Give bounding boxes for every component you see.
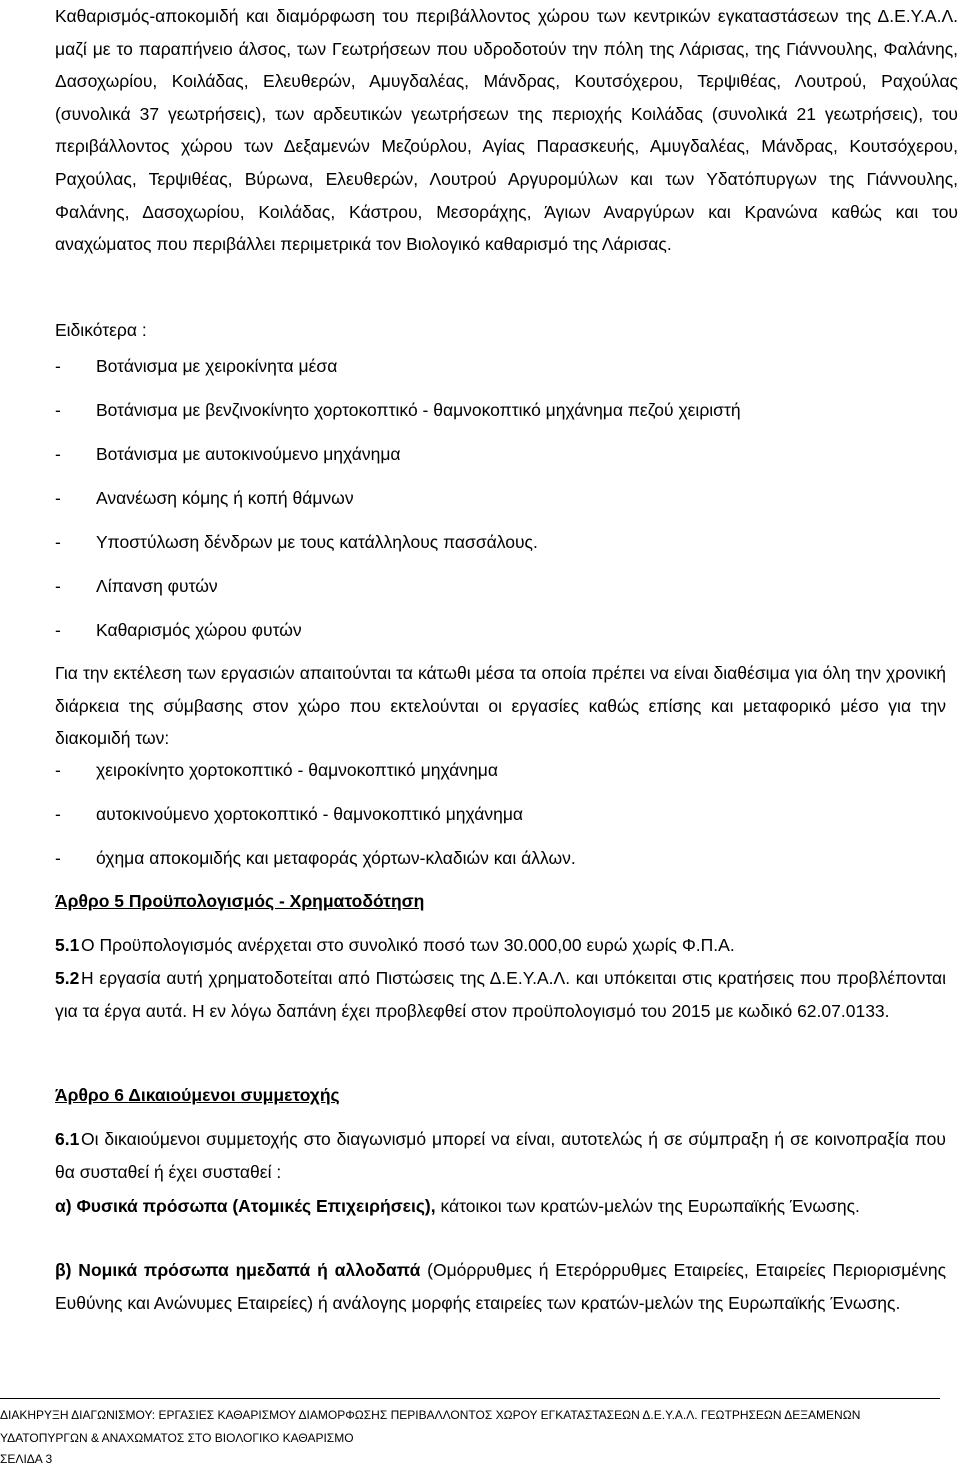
sub-clause-a bbox=[55, 1190, 946, 1223]
list-item-text: Ανανέωση κόμης ή κοπή θάμνων bbox=[96, 488, 354, 508]
list-item-text: Καθαρισμός χώρου φυτών bbox=[96, 620, 302, 640]
dash-bullet: - bbox=[55, 532, 61, 552]
sub-clause-a-title: α) Φυσικά πρόσωπα (Ατομικές Επιχειρήσεις), bbox=[55, 1196, 436, 1216]
article-5-heading: Άρθρο 5 Προϋπολογισμός - Χρηματοδότηση bbox=[55, 891, 425, 911]
dash-bullet: - bbox=[55, 848, 61, 868]
list-item-text: όχημα αποκομιδής και μεταφοράς χόρτων-κλαδιών και άλλων. bbox=[96, 848, 576, 868]
clause-number: 5.2 bbox=[55, 968, 80, 988]
work-list bbox=[55, 350, 935, 658]
footer-line-1: ΔΙΑΚΗΡΥΞΗ ΔΙΑΓΩΝΙΣΜΟΥ: ΕΡΓΑΣΙΕΣ ΚΑΘΑΡΙΣΜΟΥ ΔΙΑΜΟΡΦΩΣΗΣ ΠΕΡΙΒΑΛΛΟΝΤΟΣ ΧΩΡΟΥ ΕΓΚΑΤΑΣΤΑΣΕΩΝ Δ.Ε.Υ.Α.Λ. ΓΕΩΤΡΗΣΕΩΝ ΔΕΞΑΜΕΝΩΝ bbox=[0, 1408, 861, 1422]
clause-number: 6.1 bbox=[55, 1129, 80, 1149]
clause-text: Η εργασία αυτή χρηματοδοτείται από Πιστώσεις της Δ.Ε.Υ.Α.Λ. και υπόκειται στις κρατήσεις που προβλέπονται για τα έργα αυτά. Η εν λόγω δαπάνη έχει προβλεφθεί στον προϋπολογισμό του 2015 με κωδικό 62.07.0133. bbox=[55, 968, 946, 1021]
list-item-text: Βοτάνισμα με βενζινοκίνητο χορτοκοπτικό - θαμνοκοπτικό μηχάνημα πεζού χειριστή bbox=[96, 400, 741, 420]
list-item bbox=[55, 570, 935, 614]
article-6-heading bbox=[55, 1079, 340, 1111]
list-item bbox=[55, 842, 935, 886]
dash-bullet: - bbox=[55, 760, 61, 780]
list-item-text: χειροκίνητο χορτοκοπτικό - θαμνοκοπτικό μηχάνημα bbox=[96, 760, 498, 780]
dash-bullet: - bbox=[55, 356, 61, 376]
list-item bbox=[55, 438, 935, 482]
list-item bbox=[55, 350, 935, 394]
dash-bullet: - bbox=[55, 620, 61, 640]
dash-bullet: - bbox=[55, 804, 61, 824]
sub-clause-a-text: κάτοικοι των κρατών-μελών της Ευρωπαϊκής Ένωσης. bbox=[435, 1196, 860, 1216]
article-6-heading-prefix: Άρθρο 6 bbox=[55, 1085, 129, 1105]
equipment-list bbox=[55, 754, 935, 886]
clause-text: Ο Προϋπολογισμός ανέρχεται στο συνολικό ποσό των 30.000,00 ευρώ χωρίς Φ.Π.Α. bbox=[81, 935, 735, 955]
list-item-text: Βοτάνισμα με αυτοκινούμενο μηχάνημα bbox=[96, 444, 401, 464]
list-item bbox=[55, 754, 935, 798]
intro-paragraph: Καθαρισμός-αποκομιδή και διαμόρφωση του περιβάλλοντος χώρου των κεντρικών εγκαταστάσεων της Δ.Ε.Υ.Α.Λ. μαζί με το παραπήνειο άλσος, των Γεωτρήσεων που υδροδοτούν την πόλη της Λάρισας, της Γιάννουλης, Φαλάνης, Δασοχωρίου, Κοιλάδας, Ελευθερών, Αμυγδαλέας, Μάνδρας, Κουτσόχερου, Τερψιθέας, Λουτρού, Ραχούλας (συνολικά 37 γεωτρήσεις), των αρδευτικών γεωτρήσεων της περιοχής Κοιλάδας (συνολικά 21 γεωτρήσεις), του περιβάλλοντος χώρου των Δεξαμενών Μεζούρλου, Αγίας Παρασκευής, Αμυγδαλέας, Μάνδρας, Κουτσόχερου, Ραχούλας, Τερψιθέας, Βύρωνα, Ελευθερών, Λουτρού Αργυρομύλων και των Υδατόπυργων της Γιάννουλης, Φαλάνης, Δασοχωρίου, Κοιλάδας, Κάστρου, Μεσοράχης, Άγιων Αναργύρων και Κρανώνα καθώς και του αναχώματος που περιβάλλει περιμετρικά τον Βιολογικό καθαρισμό της Λάρισας. bbox=[55, 6, 958, 255]
list-item bbox=[55, 526, 935, 570]
list-item-text: Υποστύλωση δένδρων με τους κατάλληλους πασσάλους. bbox=[96, 532, 538, 552]
equipment-paragraph: Για την εκτέλεση των εργασιών απαιτούνται τα κάτωθι μέσα τα οποία πρέπει να είναι διαθέσιμα για όλη την χρονική διάρκεια της σύμβασης στον χώρο που εκτελούνται οι εργασίες καθώς επίσης και μεταφορικό μέσο για την διακομιδή των: bbox=[55, 663, 946, 749]
clause-text: Οι δικαιούμενοι συμμετοχής στο διαγωνισμό μπορεί να είναι, αυτοτελώς ή σε σύμπραξη ή σε κοινοπραξία που θα συσταθεί ή έχει συσταθεί : bbox=[55, 1129, 946, 1182]
list-item bbox=[55, 394, 935, 438]
specific-label: Ειδικότερα : bbox=[55, 320, 147, 340]
list-item-text: αυτοκινούμενο χορτοκοπτικό - θαμνοκοπτικό μηχάνημα bbox=[96, 804, 524, 824]
page-number: ΣΕΛΙΔΑ 3 bbox=[0, 1452, 53, 1466]
list-item bbox=[55, 482, 935, 526]
sub-clause-b bbox=[55, 1254, 946, 1319]
dash-bullet: - bbox=[55, 444, 61, 464]
footer-line-2: ΥΔΑΤΟΠΥΡΓΩΝ & ΑΝΑΧΩΜΑΤΟΣ ΣΤΟ ΒΙΟΛΟΓΙΚΟ ΚΑΘΑΡΙΣΜΟ bbox=[0, 1431, 354, 1445]
article-6-heading-main: Δικαιούμενοι συμμετοχής bbox=[128, 1085, 340, 1105]
list-item bbox=[55, 798, 935, 842]
clause-number: 5.1 bbox=[55, 935, 80, 955]
sub-clause-b-title: β) Νομικά πρόσωπα ημεδαπά ή αλλοδαπά bbox=[55, 1260, 421, 1280]
list-item bbox=[55, 614, 935, 658]
footer-divider bbox=[0, 1398, 940, 1399]
sub-clause-b-text: (Ομόρρυθμες ή Ετερόρρυθμες Εταιρείες, Εταιρείες Περιορισμένης Ευθύνης και Ανώνυμες Εταιρείες) ή ανάλογης μορφής εταιρείες των κρατών-μελών της Ευρωπαϊκής Ένωσης. bbox=[55, 1260, 946, 1313]
list-item-text: Λίπανση φυτών bbox=[96, 576, 218, 596]
dash-bullet: - bbox=[55, 400, 61, 420]
dash-bullet: - bbox=[55, 488, 61, 508]
list-item-text: Βοτάνισμα με χειροκίνητα μέσα bbox=[96, 356, 338, 376]
dash-bullet: - bbox=[55, 576, 61, 596]
